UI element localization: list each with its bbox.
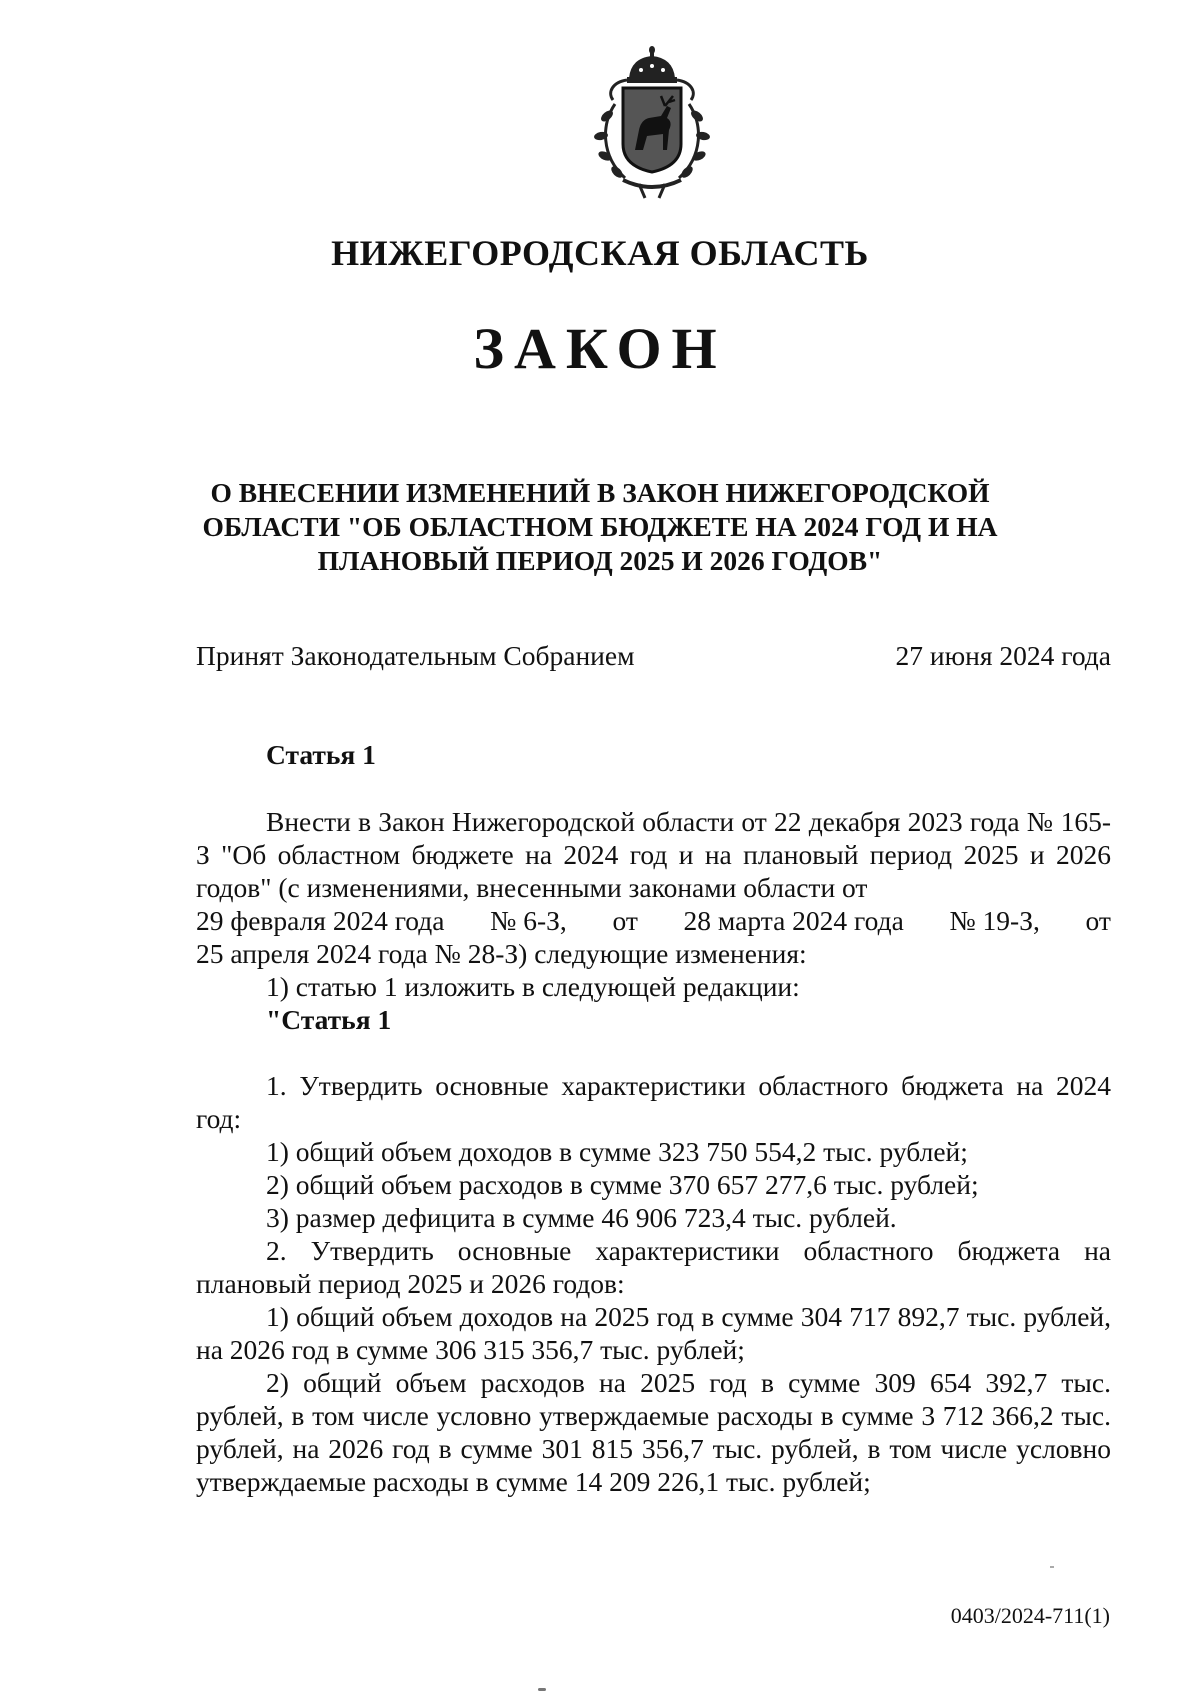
- amendment-date: 28 марта 2024 года: [683, 905, 904, 936]
- paragraph-intro-end: 25 апреля 2024 года № 28-З) следующие изменения:: [196, 938, 807, 969]
- amendment-from: от: [612, 905, 638, 936]
- clause-1-item: 1) общий объем доходов в сумме 323 750 554,2 тыс. рублей;: [266, 1136, 968, 1167]
- coat-of-arms-icon: [583, 44, 721, 200]
- article-heading: Статья 1: [266, 739, 376, 770]
- law-title-line: О ВНЕСЕНИИ ИЗМЕНЕНИЙ В ЗАКОН НИЖЕГОРОДСКОЙ: [210, 477, 990, 508]
- scan-speck: [1050, 1566, 1054, 1568]
- amendment-dates-row: [196, 904, 1111, 937]
- document-number: 0403/2024-711(1): [950, 1603, 1110, 1628]
- region-name: НИЖЕГОРОДСКАЯ ОБЛАСТЬ: [331, 233, 869, 273]
- scan-mark: [538, 1688, 546, 1691]
- adoption-row: [196, 640, 1111, 672]
- adopted-by: Принят Законодательным Собранием: [196, 640, 635, 671]
- article-body: [196, 805, 1111, 1498]
- clause-1-item: 3) размер дефицита в сумме 46 906 723,4 тыс. рублей.: [266, 1202, 897, 1233]
- quoted-article-heading: "Статья 1: [266, 1004, 392, 1035]
- amendment-from: от: [1085, 905, 1111, 936]
- paragraph-intro: Внести в Закон Нижегородской области от 22 декабря 2023 года № 165-З "Об областном бюджете на 2024 год и на плановый период 2025 и 2026 годов" (с изменениями, внесенными законами области от: [196, 806, 1111, 903]
- law-title: [180, 476, 1020, 578]
- law-title-line: ПЛАНОВЫЙ ПЕРИОД 2025 И 2026 ГОДОВ": [317, 545, 883, 576]
- law-title-line: ОБЛАСТИ "ОБ ОБЛАСТНОМ БЮДЖЕТЕ НА 2024 ГОД И НА: [202, 511, 998, 542]
- clause-2-item: 2) общий объем расходов на 2025 год в сумме 309 654 392,7 тыс. рублей, в том числе условно утверждаемые расходы в сумме 3 712 366,2 тыс. рублей, на 2026 год в сумме 301 815 356,7 тыс. рублей, в том числе условно утверждаемые расходы в сумме 14 209 226,1 тыс. рублей;: [196, 1367, 1111, 1497]
- amendment-number: № 19-З,: [949, 905, 1040, 936]
- amendment-date: 29 февраля 2024 года: [196, 905, 445, 936]
- amendment-item: 1) статью 1 изложить в следующей редакции:: [266, 971, 800, 1002]
- clause-2-item: 1) общий объем доходов на 2025 год в сумме 304 717 892,7 тыс. рублей, на 2026 год в сумме 306 315 356,7 тыс. рублей;: [196, 1301, 1111, 1365]
- clause-1: 1. Утвердить основные характеристики областного бюджета на 2024 год:: [196, 1070, 1111, 1134]
- clause-2: 2. Утвердить основные характеристики областного бюджета на плановый период 2025 и 2026 годов:: [196, 1235, 1111, 1299]
- adoption-date: 27 июня 2024 года: [895, 640, 1111, 671]
- document-type: ЗАКОН: [473, 316, 727, 381]
- amendment-number: № 6-З,: [490, 905, 567, 936]
- clause-1-item: 2) общий объем расходов в сумме 370 657 277,6 тыс. рублей;: [266, 1169, 979, 1200]
